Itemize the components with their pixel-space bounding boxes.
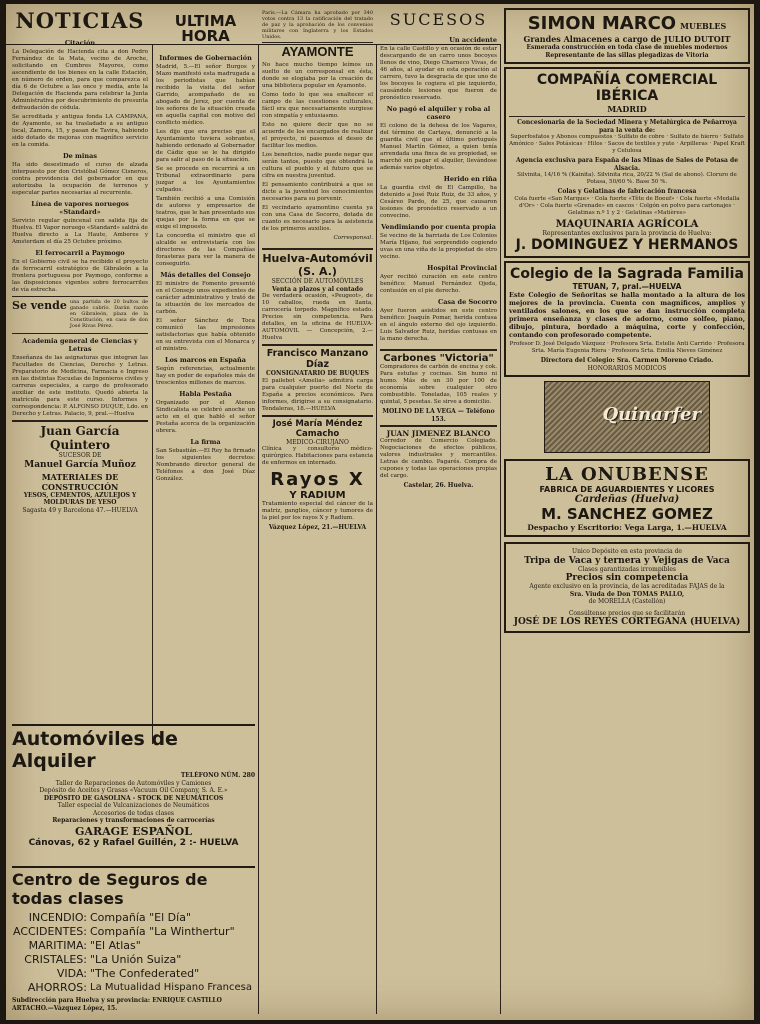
article-text: En el Gobierno civil se ha recibido el proyecto de ferrocarril estratégico de Gibraleón a la frontera portuguesa por Paymogo, conforme a las disposiciones vigentes sobre ferrocarriles de vía estrecha. xyxy=(12,259,148,293)
seguros-heading: Centro de Seguros de todas clases xyxy=(12,870,208,908)
compania-text5: Cola fuerte «San Marque» · Cola fuerte «Tête de Boeuf» · Cola fuerte «Medalla d'Or» · Cola fuerte «Grenade» en cascos · Colgón en polvo para cartonajes · Gelatinas n.º 1 y 2 · Gelatinas «Matières» xyxy=(514,195,740,216)
ad-rayos-x: Rayos X xyxy=(270,469,365,490)
ad-quintero-materials: MATERIALES DE CONSTRUCCIÓN xyxy=(41,471,119,492)
seguros-label: INCENDIO: xyxy=(28,911,87,924)
maquinaria-name: J. DOMINGUEZ Y HERMANOS xyxy=(515,237,739,253)
ad-compania-iberica xyxy=(504,67,750,258)
colegio-text: Este Colegio de Señoritas se halla montado a la altura de los mejores de la provincia. Cuenta con magníficos, amplios y ventilados salones, en los que se dan instrucción completa primera enseñanza y clases de adorno, como solfeo, piano, dibujo, pintura, bordado a máquina, corte y confección, contando con profesorado competente. xyxy=(509,291,745,339)
subheading: Hospital Provincial xyxy=(427,264,497,272)
seguros-company: "La Unión Suiza" xyxy=(90,953,182,966)
ad-huelva-automovil-sub: SECCIÓN DE AUTOMÓVILES xyxy=(271,278,364,285)
tripas-text9: JOSÉ DE LOS REYES CORTEGANA (HUELVA) xyxy=(513,617,741,627)
article-text: Enseñanza de las asignaturas que integran las Facultades de Ciencias, Derecho y Letras. Preparatorio de Medicina, Farmacia e Ingreso en las distintas Escuelas de Ingenieros civiles y carreras especiales, a cargo de profesorado auxiliar de este instituto. Quedó abierta la matrícula para este curso. Informes y correspondencia: P. ALFONSO DUQUE, Ldo. en Derecho y Letras. Palacio, 9, pral.—Huelva xyxy=(12,355,148,417)
divider xyxy=(262,248,373,250)
ad-mendez-addr: Vázquez López, 21.—HUELVA xyxy=(268,524,367,531)
ad-mendez-heading: José María Méndez Camacho xyxy=(272,418,363,439)
maquinaria-heading: MAQUINARIA AGRÍCOLA xyxy=(555,218,699,230)
tripas-text2: Tripa de Vaca y ternera y Vejigas de Vaca xyxy=(524,555,730,566)
subheading: Vendimiando por cuenta propia xyxy=(381,223,496,231)
simon-marco-sub: Grandes Almacenes a cargo de JULIO DUTOIT xyxy=(523,34,731,44)
se-vende-label: Se vende xyxy=(12,299,67,312)
article-text: San Sebastián.—El Rey ha firmado los siguientes decretos: Nombrando director general de Teléfonos a don José Díaz González. xyxy=(156,448,255,482)
column-rule xyxy=(500,44,501,1014)
ad-mendez-text: Clínica y consultorio médico-quirúrgico. Habitaciones para estancia de enfermos en internado. xyxy=(262,446,373,466)
signature: Corresponsal. xyxy=(333,235,373,241)
article-text: Se acreditada y antigua fonda LA CAMPANA, de Ayamonte, se ha trasladado a su antiguo local, Zamora, 15, y pasan de Tavira, habiendo sido dotado de mejoras con magnífico servicio en la comida. xyxy=(12,114,148,148)
subheading: De minas xyxy=(63,152,97,160)
ad-quinarfer xyxy=(544,381,710,453)
automoviles-text2: Depósito de Aceites y Grasas «Vacuum Oil Company, S. A. E.» xyxy=(39,787,228,794)
onubense-name: LA ONUBENSE xyxy=(545,464,709,485)
article-text: Madrid, 5.—El señor Burgos y Mazo manifestó esta madrugada a los periodistas que habían recibido la visita del señor Garrido, acompañado de su abogado de Jerez, por cuenta de los señores de la situación creada en aquella capital con motivo del conflicto médico. xyxy=(156,64,255,126)
article-text: Esto no quiere decir que no se acuerde de los encargados de realizar el proyecto, ni pasemos el deseo de facilitar los medios. xyxy=(262,122,373,149)
column-ads xyxy=(504,8,750,1018)
divider xyxy=(262,42,373,43)
automoviles-text1: Taller de Reparaciones de Automóviles y Camiones xyxy=(55,779,212,787)
ad-carbones-addr: MOLINO DE LA VEGA — Teléfono 153. xyxy=(382,408,495,423)
article-text: No hace mucho tiempo leímos un suelto de un corresponsal en ésta, donde se elogiaba por la creación de una biblioteca popular en Ayamonte. xyxy=(262,62,373,89)
subheading: Citación xyxy=(64,39,96,47)
compania-text: Concesionaria de la Sociedad Minera y Metalúrgica de Peñarroya para la venta de: xyxy=(517,119,737,134)
subheading: Más detalles del Consejo xyxy=(160,271,251,279)
article-text: También recibió a una Comisión de autores y empresarios de teatros, que le han presentado sus quejas por la forma en que se exige el impuesto. xyxy=(156,196,255,230)
tripas-text5: Agente exclusivo en la provincia, de las acreditadas FAJAS de la xyxy=(529,583,725,590)
onubense-sub: FABRICA DE AGUARDIENTES Y LICORES xyxy=(539,485,715,494)
article-text: Los beneficios, nadie puede negar que serán tantos, puesto que obtendrá la cultura el pueblo y el futuro que se cifra en nuestra juventud. xyxy=(262,152,373,179)
ad-la-onubense xyxy=(504,459,750,537)
automoviles-addr: Cánovas, 62 y Rafael Guillén, 2 :- HUELVA xyxy=(28,837,239,848)
ad-carbones-heading: Carbones "Victoria" xyxy=(383,353,494,364)
ad-manzano-heading: Francisco Manzano Díaz xyxy=(266,348,369,370)
ad-simon-marco xyxy=(504,8,750,64)
seguros-label: CRISTALES: xyxy=(24,953,87,966)
automoviles-text6: Reparaciones y transformaciones de carrocerías xyxy=(52,817,215,824)
colegio-honorarios: HONORARIOS MODICOS xyxy=(587,364,667,372)
subheading: Herido en riña xyxy=(443,175,497,183)
subheading: Habla Pestaña xyxy=(179,390,232,398)
compania-list: Superfosfatos y Abonos compuestos · Sulfato de cobre · Sulfato de hierro · Sulfato Amónico · Sales Potásicas · Hilos · Sacos de textiles y yute · Arpilleras · Papel Kraft y Celulosa xyxy=(509,134,745,154)
tripas-text3: Clases garantizadas irrompibles xyxy=(577,565,676,573)
seguros-label: MARITIMA: xyxy=(28,939,87,952)
automoviles-garage: GARAGE ESPAÑOL xyxy=(75,824,192,838)
article-text: Como todo lo que sea enaltecer el campo de las cuestiones culturales, fácil era que necesariamente surgiese con simpatía y entusiasmo. xyxy=(262,92,373,119)
article-text: La Delegación de Hacienda cita a don Pedro Fernández de la Mata, vecino de Aroche, solicitando en Cumbres Mayores, como ascendiente de los bienes en la calle Estación, en número de orden, para que comparezca el día 6 de Octubre a las once y media, ante la Delegación de Hacienda para celebrar la Junta Administrativa por descubrimiento de presunta defraudación de cédula. xyxy=(12,49,148,111)
compania-text4: Colas y Gelatinas de fabricación francesa xyxy=(557,188,697,195)
subheading: La firma xyxy=(190,438,221,446)
simon-marco-text: Esmerada construcción en toda clase de muebles modernos xyxy=(526,44,728,51)
colegio-addr: TETUAN, 7, pral.—HUELVA xyxy=(572,282,682,291)
subheading: No pagó el alquiler y roba al casero xyxy=(386,105,491,121)
subheading: Línea de vapores noruegos «Standard» xyxy=(31,200,129,216)
seguros-label: VIDA: xyxy=(56,967,87,980)
tripas-text8: Consúltense precios que se facilitarán xyxy=(568,609,686,617)
seguros-company: Compañía "El Día" xyxy=(90,911,192,924)
ad-quintero-items: YESOS, CEMENTOS, AZULEJOS Y MOLDURAS DE YESO xyxy=(23,491,137,506)
ad-huelva-automovil-text: De verdadera ocasión, «Peugeot», de 10 caballos, rueda en llanta, carrocería torpedo. Magnífico estado. Precios sin competencia. Para detalles, en la oficina de HUELVA-AUTOMÓVIL — Concepción, 2.—Huelva xyxy=(262,293,373,341)
compania-text2: Agencia exclusiva para España de las Minas de Sales de Potasa de Alsacia. xyxy=(515,157,739,172)
ad-quintero-sub: SUCESOR DE xyxy=(58,452,102,459)
article-text: Ha sido desestimado el curso de alzada interpuesto por don Cristóbal Gómez Cisneros, contra providencia del gobernador en que autorizaba la ocupación de terrenos y especular partes necesarias al recurrente. xyxy=(12,162,148,196)
compania-city: MADRID xyxy=(607,104,647,114)
simon-marco-text2: Representante de las sillas plegadizas de Vitoria xyxy=(545,51,709,59)
compania-name: COMPAÑÍA COMERCIAL IBÉRICA xyxy=(536,72,718,104)
ad-huelva-automovil-sub2: Venta a plazos y al contado xyxy=(272,285,363,293)
ad-huelva-automovil-heading: Huelva-Automóvil (S. A.) xyxy=(262,252,373,278)
automoviles-text4: Taller especial de Vulcanizaciones de Neumáticos xyxy=(57,802,210,809)
section-heading-ultima-hora: ULTIMA HORA xyxy=(174,12,237,45)
ad-jimenez-heading: JUAN JIMENEZ BLANCO xyxy=(386,429,491,438)
colegio-heading: Colegio de la Sagrada Familia xyxy=(510,266,744,282)
section-heading-ayamonte: AYAMONTE xyxy=(281,44,354,59)
ad-automoviles-alquiler xyxy=(12,724,255,868)
article-text: En la calle Castillo y en ocasión de estar descargando de un carro unos bocoyes llenos de vino, Diego Charneco Vivas, de 46 años, al ayudar en esta operación al carrero, tuvo la desgracia de que uno de los bocoyes le cogiera el pie izquierdo, causándole lesiones que fueron de pronóstico reservado. xyxy=(380,46,497,101)
tripas-text4: Precios sin competencia xyxy=(565,573,689,583)
tripas-text1: Unico Depósito en esta provincia de xyxy=(572,548,682,555)
article-text: La guardia civil de El Campillo, ha detenido a José Ruiz Ruiz, de 33 años, y Cesáreo Pardo, de 25, que causaron lesiones de pronóstico reservado a un convecino. xyxy=(380,185,497,219)
divider xyxy=(509,116,745,117)
onubense-addr: Despacho y Escritorio: Vega Larga, 1.—HUELVA xyxy=(527,523,727,532)
article-text: Paris.—La Cámara ha aprobado por 340 votos contra 13 la ratificación del tratado de paz y la aprobación de los convenios militares con Inglaterra y los Estados Unidos. xyxy=(262,10,373,40)
divider xyxy=(380,349,497,351)
seguros-company: La Mutualidad Hispano Francesa xyxy=(90,982,252,993)
ad-quintero-name: Juan García Quintero xyxy=(40,424,120,452)
subheading: Casa de Socorro xyxy=(438,298,497,306)
newspaper-page xyxy=(6,4,754,1020)
article-text: La concordia el ministro que el alcalde se entrevistaría con los directores de las Compañías forasteras para ver la manera de conseguirlo. xyxy=(156,233,255,267)
tripas-text6: Sra. Viuda de Don TOMAS PALLO, xyxy=(569,590,685,598)
subheading: Academia general de Ciencias y Letras xyxy=(22,337,138,353)
ad-manzano-sub: CONSIGNATARIO DE BUQUES xyxy=(266,370,369,377)
subheading: El ferrocarril a Paymogo xyxy=(35,249,125,257)
colegio-directora: Directora del Colegio: Sra. Carmen Moreno Criado. xyxy=(540,357,714,364)
article-text: Les dijo que era preciso que el Ayuntamiento tuviera sobrantes, habiendo ordenado al Gobernador de Cádiz que se le ha dirigido para salir al paso de la situación. xyxy=(156,129,255,163)
quinarfer-name: Quinarfer xyxy=(602,404,701,425)
ad-tripas xyxy=(504,542,750,633)
maquinaria-text: Representantes exclusivos para la provincia de Huelva: xyxy=(542,229,712,237)
article-text: Ayer recibió curación en este centro benéfico: Manuel Fernández Ojeda, contusión en el pie derecho. xyxy=(380,274,497,294)
simon-marco-tag: MUEBLES xyxy=(680,21,727,31)
se-vende-text: una partida de 20 bultos de ganado cabrío. Darán razón en Gibraleón, plaza de la Constitución, en casa de don José Rivas Pérez. xyxy=(69,299,148,329)
column-rule xyxy=(258,44,259,1014)
article-text: Servicio regular quincenal con salida fija de Huelva. El Vapor noruego «Standard» saldrá de Huelva directo a La Haute, Amberes y Amsterdam el día 25 Octubre próximo. xyxy=(12,218,148,245)
divider xyxy=(262,415,373,417)
column-ultima-hora xyxy=(156,10,255,710)
automoviles-text5: Accesorios de todas clases xyxy=(93,809,174,817)
subheading: Los marcos en España xyxy=(165,356,246,364)
column-sucesos xyxy=(380,10,497,1018)
article-text: El vecindario ayamontino cuenta ya con una Casa de Socorro, dotada de cuanto es necesario para la asistencia de los primeros auxilios. xyxy=(262,205,373,232)
seguros-company: Compañía "La Winthertur" xyxy=(90,925,235,938)
automoviles-tel: TELÉFONO NÚM. 280 xyxy=(180,772,255,779)
automoviles-text3: DEPÓSITO DE GASOLINA - STOCK DE NEUMÁTICOS xyxy=(43,794,224,802)
article-text: Organizado por el Ateneo Sindicalista se celebró anoche un acto en el que habló el señor Pestaña acerca de la organización obrera. xyxy=(156,400,255,434)
section-heading-sucesos: SUCESOS xyxy=(389,10,488,29)
ad-quintero-sub2: Manuel García Muñoz xyxy=(24,459,136,470)
divider xyxy=(12,296,148,297)
ad-quintero-addr: Sagasta 49 y Barcelona 47.—HUELVA xyxy=(22,506,138,514)
ad-radium: Y RADIUM xyxy=(289,490,346,501)
automoviles-heading: Automóviles de Alquiler xyxy=(12,728,178,772)
seguros-company: "The Confederated" xyxy=(90,967,200,980)
article-text: El ministro de Fomento presentó en el Consejo unos expedientes de carácter administrativo y trató de la situación de los mercados de carbón. xyxy=(156,281,255,315)
simon-marco-name: SIMON MARCO xyxy=(527,13,677,34)
ad-colegio xyxy=(504,261,750,377)
seguros-label: AHORROS: xyxy=(27,981,87,994)
seguros-footer: Subdirección para Huelva y su provincia: ENRIQUE CASTILLO ARTACHO.—Vázquez López, 15. xyxy=(12,997,222,1012)
divider xyxy=(12,420,148,422)
article-text: Según referencias, actualmente hay en poder de españoles más de trescientos millones de marcos. xyxy=(156,366,255,386)
colegio-profesores: Profesor D. José Delgado Vázquez · Profesora Srta. Estelle Anti Carrido · Profesora Srta. María Eugenia Riera · Profesora Srta. Emilia Nieves Giménez xyxy=(509,341,745,354)
article-text: El señor Sánchez de Toca comunicó las impresiones satisfactorias que había obtenido en su entrevista con el Monarca y el ministro. xyxy=(156,318,255,352)
divider xyxy=(380,425,497,427)
seguros-label: ACCIDENTES: xyxy=(13,925,87,938)
subheading: Un accidente xyxy=(449,36,497,44)
ad-jimenez-addr: Castelar, 26. Huelva. xyxy=(403,482,474,489)
onubense-city: Cardeñas (Huelva) xyxy=(574,494,680,505)
divider xyxy=(12,333,148,334)
tripas-text7: de MORELLA (Castellón) xyxy=(588,598,666,605)
ad-mendez-text2: Tratamiento especial del cáncer de la matriz, ganglios, cáncer y tumores de la piel por los rayos X y Radium. xyxy=(262,501,373,521)
article-text: El pensamiento contribuirá a que se dicte a la juventud los conocimientos necesarios para su porvenir. xyxy=(262,182,373,202)
column-ayamonte xyxy=(262,10,373,1018)
article-text: Se vecino de la barriada de Los Colonios María Hijano, fué sorprendido cogiendo uvas en una viña de la propiedad de otro vecino. xyxy=(380,233,497,260)
subheading: Informes de Gobernación xyxy=(159,54,252,62)
ad-manzano-text: El pailebot «Amelia» admitirá carga para cualquier puerto del Norte de España a precios económicos. Para informes, dirigirse a su consignatario. Tendaleras, 18.—HUELVA xyxy=(262,377,373,412)
section-heading-noticias: NOTICIAS xyxy=(15,10,145,33)
onubense-owner: M. SANCHEZ GOMEZ xyxy=(541,505,713,523)
column-rule xyxy=(376,44,377,1014)
seguros-company: "El Atlas" xyxy=(90,939,141,952)
article-text: Ayer fueron asistidos en este centro benéfico: Joaquín Pomar, herida contusa en el ángulo externo del ojo izquierdo. Luis Salvador Ruiz, heridas contusas en la mano derecha. xyxy=(380,308,497,342)
article-text: El colono de la dehesa de los Vagares, del término de Cartaya, denunció a la guardia civil que el último portugués Manuel Martín Gómez, a quien tenía arrendada una finca de su propiedad, se marchó sin pagar el alquiler, llevándose además varios objetos. xyxy=(380,123,497,171)
column-noticias xyxy=(12,10,148,710)
article-text: Se se procede en recurrirá a un Tribunal extraordinario para juzgar a los Ayuntamientos culpados. xyxy=(156,166,255,193)
divider xyxy=(262,344,373,346)
compania-text3: Silvinita, 14/16 % (Kainita). Silvinita rica, 20/22 % (Sal de abono). Cloruro de Potasa, 50/60 %. Base 50 %. xyxy=(517,172,737,185)
ad-centro-seguros xyxy=(12,870,255,1016)
ad-mendez-sub: MEDICO-CIRUJANO xyxy=(286,438,349,446)
column-rule xyxy=(152,44,153,744)
ad-jimenez-text: Corredor de Comercio Colegiado. Negociaciones de efectos públicos, valores industriales y mercantiles. Letras de cambio. Pagarés. Compra de cupones y todas las operaciones propias del cargo. xyxy=(380,438,497,479)
ad-carbones-text: Compradores de carbón de encina y cok. Para estufas y cocinas. Sin humo ni humo. Más de un 30 por 100 de economía sobre cualquier otro combustible. Toneladas, 105 reales y quintal, 5 pesetas. Se sirve a domicilio. xyxy=(380,364,497,405)
